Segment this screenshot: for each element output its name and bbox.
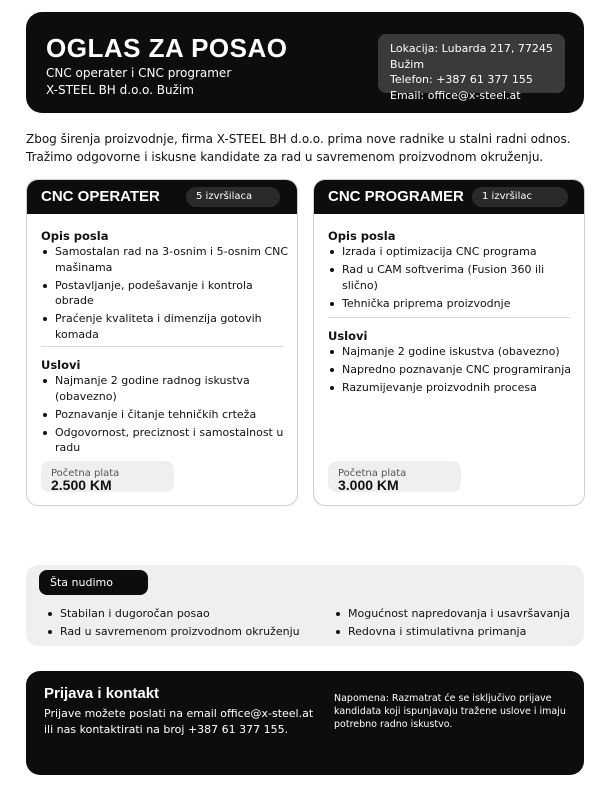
list-item: Poznavanje i čitanje tehničkih crteža xyxy=(41,407,289,423)
description-heading: Opis posla xyxy=(328,229,396,243)
location-line-1: Lokacija: Lubarda 217, 77245 xyxy=(390,42,553,55)
list-item: Razumijevanje proizvodnih procesa xyxy=(328,380,576,396)
conditions-heading: Uslovi xyxy=(328,329,368,343)
list-item: Tehnička priprema proizvodnje xyxy=(328,296,576,312)
header-subtitle-company: X-STEEL BH d.o.o. Bužim xyxy=(46,83,194,97)
header-banner xyxy=(26,12,584,113)
section-divider xyxy=(328,317,570,318)
description-list xyxy=(328,244,576,314)
list-item: Napredno poznavanje CNC programiranja xyxy=(328,362,576,378)
list-item: Odgovornost, preciznost i samostalnost u radu xyxy=(41,425,289,456)
conditions-heading: Uslovi xyxy=(41,358,81,372)
list-item: Postavljanje, podešavanje i kontrola obrade xyxy=(41,278,289,309)
list-item: Praćenje kvaliteta i dimenzija gotovih komada xyxy=(41,311,289,342)
positions-count-badge: 5 izvršilaca xyxy=(186,187,280,207)
salary-value: 3.000 KM xyxy=(338,477,399,493)
offer-section xyxy=(26,565,584,646)
salary-label: Početna plata xyxy=(338,468,407,479)
positions-count-badge: 1 izvršilac xyxy=(472,187,568,207)
apply-text-line-2: ili nas kontaktirati na broj +387 61 377 155. xyxy=(44,723,289,736)
apply-contact-section xyxy=(26,671,584,775)
description-list xyxy=(41,244,289,345)
job-card-cnc-operater xyxy=(26,179,298,506)
list-item: Mogućnost napredovanja i usavršavanja xyxy=(334,606,604,622)
apply-note: Napomena: Razmatrat će se isključivo prijave kandidata koji ispunjavaju tražene uslove i imaju potrebno radno iskustvo. xyxy=(334,693,566,730)
list-item: Stabilan i dugoročan posao xyxy=(46,606,316,622)
phone-text: Telefon: +387 61 377 155 xyxy=(390,73,533,86)
list-item: Najmanje 2 godine iskustva (obavezno) xyxy=(328,344,576,360)
salary-value: 2.500 KM xyxy=(51,477,112,493)
description-heading: Opis posla xyxy=(41,229,109,243)
apply-heading: Prijava i kontakt xyxy=(44,685,160,702)
contact-info-box xyxy=(378,34,565,102)
offer-list-left xyxy=(46,606,316,642)
page-title: OGLAS ZA POSAO xyxy=(46,33,288,63)
list-item: Rad u CAM softverima (Fusion 360 ili slično) xyxy=(328,262,576,293)
list-item: Redovna i stimulativna primanja xyxy=(334,624,604,640)
list-item: Izrada i optimizacija CNC programa xyxy=(328,244,576,260)
conditions-list xyxy=(41,373,289,458)
offer-list-right xyxy=(334,606,604,642)
job-card-cnc-programer xyxy=(313,179,585,506)
offer-heading: Šta nudimo xyxy=(39,570,148,595)
section-divider xyxy=(41,346,283,347)
job-title: CNC PROGRAMER xyxy=(328,188,464,205)
conditions-list xyxy=(328,344,576,398)
list-item: Samostalan rad na 3-osnim i 5-osnim CNC mašinama xyxy=(41,244,289,275)
list-item: Najmanje 2 godine radnog iskustva (obavezno) xyxy=(41,373,289,404)
email-text: Email: office@x-steel.at xyxy=(390,88,521,102)
salary-box xyxy=(328,461,461,492)
list-item: Rad u savremenom proizvodnom okruženju xyxy=(46,624,316,640)
job-card-header xyxy=(314,180,584,214)
intro-line-2: Tražimo odgovorne i iskusne kandidate za rad u savremenom proizvodnom okruženju. xyxy=(26,150,544,164)
salary-label: Početna plata xyxy=(51,468,120,479)
salary-box xyxy=(41,461,174,492)
job-card-header xyxy=(27,180,297,214)
header-subtitle-positions: CNC operater i CNC programer xyxy=(46,66,232,80)
job-title: CNC OPERATER xyxy=(41,188,160,205)
location-line-2: Bužim xyxy=(390,57,425,71)
apply-text-line-1: Prijave možete poslati na email office@x-steel.at xyxy=(44,707,314,720)
apply-text xyxy=(44,706,324,738)
intro-paragraph xyxy=(26,130,586,166)
intro-line-1: Zbog širenja proizvodnje, firma X-STEEL BH d.o.o. prima nove radnike u stalni radni odnos. xyxy=(26,132,571,146)
